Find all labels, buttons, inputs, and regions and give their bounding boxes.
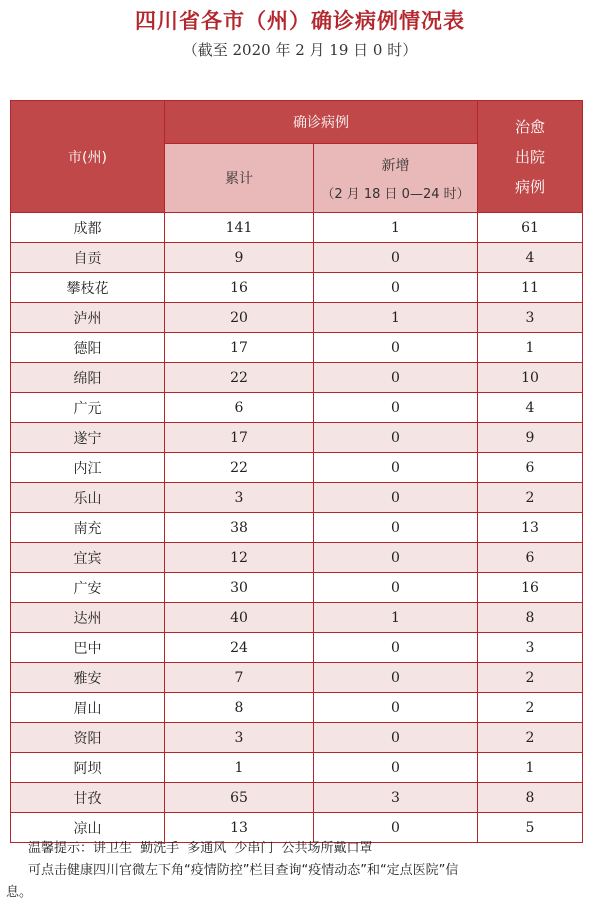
city-cell: 巴中 xyxy=(11,633,165,663)
new-cell: 0 xyxy=(314,573,478,603)
city-cell: 广安 xyxy=(11,573,165,603)
page-title: 四川省各市（州）确诊病例情况表 xyxy=(135,9,465,33)
city-cell: 宜宾 xyxy=(11,543,165,573)
notes-tip: 温馨提示：讲卫生 勤洗手 多通风 少串门 公共场所戴口罩 xyxy=(28,841,373,856)
new-cell: 0 xyxy=(314,723,478,753)
notes xyxy=(6,838,588,904)
city-cell: 南充 xyxy=(11,513,165,543)
table-row xyxy=(11,273,583,303)
new-cell: 1 xyxy=(314,213,478,243)
recovered-cell: 2 xyxy=(478,663,583,693)
table-row xyxy=(11,573,583,603)
table-body xyxy=(11,213,583,843)
recovered-cell: 11 xyxy=(478,273,583,303)
table-row xyxy=(11,633,583,663)
notes-info-end: 息。 xyxy=(6,885,33,900)
recovered-cell: 2 xyxy=(478,723,583,753)
city-cell: 乐山 xyxy=(11,483,165,513)
cumulative-cell: 13 xyxy=(165,813,314,843)
table-row xyxy=(11,453,583,483)
city-cell: 雅安 xyxy=(11,663,165,693)
new-cell: 0 xyxy=(314,513,478,543)
new-cell: 0 xyxy=(314,543,478,573)
recovered-cell: 5 xyxy=(478,813,583,843)
new-cell: 0 xyxy=(314,453,478,483)
city-cell: 遂宁 xyxy=(11,423,165,453)
header-cumulative: 累计 xyxy=(165,144,314,213)
new-cell: 0 xyxy=(314,663,478,693)
new-cell: 0 xyxy=(314,753,478,783)
table-row xyxy=(11,303,583,333)
cumulative-cell: 141 xyxy=(165,213,314,243)
cumulative-cell: 20 xyxy=(165,303,314,333)
city-cell: 阿坝 xyxy=(11,753,165,783)
cumulative-cell: 16 xyxy=(165,273,314,303)
recovered-cell: 9 xyxy=(478,423,583,453)
cumulative-cell: 9 xyxy=(165,243,314,273)
table-row xyxy=(11,243,583,273)
table-row xyxy=(11,393,583,423)
table-row xyxy=(11,333,583,363)
cumulative-cell: 17 xyxy=(165,333,314,363)
cumulative-cell: 17 xyxy=(165,423,314,453)
recovered-cell: 8 xyxy=(478,783,583,813)
city-cell: 德阳 xyxy=(11,333,165,363)
new-cell: 0 xyxy=(314,633,478,663)
new-cell: 3 xyxy=(314,783,478,813)
header-recovered-line-1: 治愈 xyxy=(514,117,545,136)
recovered-cell: 6 xyxy=(478,453,583,483)
cumulative-cell: 40 xyxy=(165,603,314,633)
city-cell: 广元 xyxy=(11,393,165,423)
table-row xyxy=(11,783,583,813)
cumulative-cell: 1 xyxy=(165,753,314,783)
new-cell: 0 xyxy=(314,363,478,393)
recovered-cell: 4 xyxy=(478,393,583,423)
city-cell: 绵阳 xyxy=(11,363,165,393)
new-cell: 0 xyxy=(314,243,478,273)
recovered-cell: 61 xyxy=(478,213,583,243)
city-cell: 内江 xyxy=(11,453,165,483)
new-cell: 0 xyxy=(314,693,478,723)
cumulative-cell: 12 xyxy=(165,543,314,573)
city-cell: 攀枝花 xyxy=(11,273,165,303)
cumulative-cell: 22 xyxy=(165,453,314,483)
new-cell: 0 xyxy=(314,483,478,513)
cumulative-cell: 30 xyxy=(165,573,314,603)
recovered-cell: 13 xyxy=(478,513,583,543)
cumulative-cell: 24 xyxy=(165,633,314,663)
new-cell: 0 xyxy=(314,813,478,843)
table-row xyxy=(11,213,583,243)
header-new-note: （2 月 18 日 0—24 时） xyxy=(321,186,470,202)
cumulative-cell: 6 xyxy=(165,393,314,423)
header-recovered-line-3: 病例 xyxy=(514,177,545,196)
header-confirmed: 确诊病例 xyxy=(165,101,478,144)
city-cell: 凉山 xyxy=(11,813,165,843)
cumulative-cell: 7 xyxy=(165,663,314,693)
city-cell: 甘孜 xyxy=(11,783,165,813)
new-cell: 0 xyxy=(314,273,478,303)
new-cell: 0 xyxy=(314,333,478,363)
city-cell: 眉山 xyxy=(11,693,165,723)
recovered-cell: 2 xyxy=(478,483,583,513)
notes-info: 可点击健康四川官微左下角“疫情防控”栏目查询“疫情动态”和“定点医院”信 xyxy=(28,863,459,878)
header-recovered xyxy=(478,101,583,213)
header-city: 市(州) xyxy=(11,101,165,213)
table-row xyxy=(11,543,583,573)
recovered-cell: 1 xyxy=(478,333,583,363)
table-row xyxy=(11,483,583,513)
header-recovered-line-2: 出院 xyxy=(514,147,545,166)
city-cell: 资阳 xyxy=(11,723,165,753)
city-cell: 泸州 xyxy=(11,303,165,333)
table-row xyxy=(11,513,583,543)
city-cell: 自贡 xyxy=(11,243,165,273)
table-row xyxy=(11,363,583,393)
recovered-cell: 10 xyxy=(478,363,583,393)
cumulative-cell: 3 xyxy=(165,483,314,513)
city-cell: 达州 xyxy=(11,603,165,633)
new-cell: 0 xyxy=(314,393,478,423)
page-subtitle: （截至 2020 年 2 月 19 日 0 时） xyxy=(182,41,418,59)
recovered-cell: 1 xyxy=(478,753,583,783)
recovered-cell: 3 xyxy=(478,633,583,663)
cumulative-cell: 3 xyxy=(165,723,314,753)
recovered-cell: 4 xyxy=(478,243,583,273)
recovered-cell: 16 xyxy=(478,573,583,603)
cases-table xyxy=(10,100,583,843)
table-row xyxy=(11,663,583,693)
city-cell: 成都 xyxy=(11,213,165,243)
table-row xyxy=(11,723,583,753)
cumulative-cell: 65 xyxy=(165,783,314,813)
header-new xyxy=(314,144,478,213)
new-cell: 1 xyxy=(314,603,478,633)
cumulative-cell: 38 xyxy=(165,513,314,543)
new-cell: 0 xyxy=(314,423,478,453)
cumulative-cell: 8 xyxy=(165,693,314,723)
table-row xyxy=(11,753,583,783)
header-new-label: 新增 xyxy=(381,157,410,174)
table-row xyxy=(11,603,583,633)
recovered-cell: 8 xyxy=(478,603,583,633)
cumulative-cell: 22 xyxy=(165,363,314,393)
new-cell: 1 xyxy=(314,303,478,333)
recovered-cell: 6 xyxy=(478,543,583,573)
table-row xyxy=(11,693,583,723)
table-row xyxy=(11,423,583,453)
recovered-cell: 2 xyxy=(478,693,583,723)
recovered-cell: 3 xyxy=(478,303,583,333)
